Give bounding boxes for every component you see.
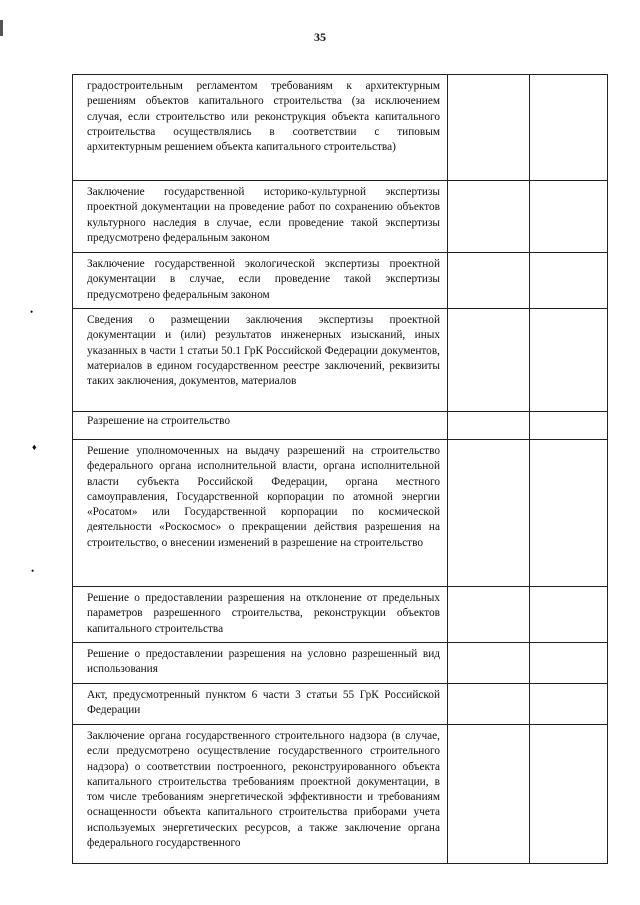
table-cell-empty <box>448 725 530 864</box>
table-row <box>73 725 608 864</box>
table-row <box>73 253 608 309</box>
margin-mark: ♦ <box>32 442 37 452</box>
row-text: Заключение органа государственного строительного надзора (в случае, если предусмотрено осуществление государственного строительного надзора) о соответствии построенного, реконструированного объекта капитального строительства требованиям проектной документации, в том числе требованиям энергетической эффективности и требованиям оснащенности объекта капитального строительства приборами учета используемых энергетических ресурсов, а также заключение органа федерального государственного <box>87 730 440 850</box>
table-row <box>73 412 608 440</box>
table-cell-text <box>73 725 448 864</box>
table-cell-text <box>73 587 448 643</box>
table-cell-text <box>73 253 448 309</box>
table-cell-empty <box>530 253 608 309</box>
table-cell-text <box>73 684 448 725</box>
table-cell-empty <box>530 684 608 725</box>
row-text: Решение о предоставлении разрешения на условно разрешенный вид использования <box>87 648 440 676</box>
row-text: градостроительным регламентом требованиям к архитектурным решениям объектов капитального строительства (за исключением случая, если строительство или реконструкция объекта капитального строительства осуществлялись в соответствии с типовым архитектурным решением объекта капитального строительства) <box>87 80 440 154</box>
table-cell-empty <box>530 643 608 684</box>
table-row <box>73 440 608 587</box>
table-cell-empty <box>530 440 608 587</box>
table-cell-text <box>73 309 448 412</box>
table-cell-empty <box>530 412 608 440</box>
table-cell-empty <box>448 253 530 309</box>
document-table <box>72 74 608 864</box>
table-cell-text <box>73 181 448 253</box>
table-row <box>73 684 608 725</box>
table-cell-empty <box>448 643 530 684</box>
row-text: Решение о предоставлении разрешения на отклонение от предельных параметров разрешенного строительства, реконструкции объектов капитального строительства <box>87 592 440 635</box>
table-cell-text <box>73 440 448 587</box>
margin-mark: • <box>31 566 35 576</box>
table-cell-empty <box>448 587 530 643</box>
row-text: Заключение государственной экологической экспертизы проектной документации в случае, если проведение такой экспертизы предусмотрено федеральным законом <box>87 258 440 301</box>
table-row <box>73 587 608 643</box>
row-text: Заключение государственной историко-культурной экспертизы проектной документации на проведение работ по сохранению объектов культурного наследия в случае, если проведение такой экспертизы предусмотрено федеральным законом <box>87 186 440 244</box>
table-row <box>73 643 608 684</box>
table-cell-text <box>73 75 448 181</box>
table-cell-empty <box>530 75 608 181</box>
table-cell-empty <box>448 440 530 587</box>
table-row <box>73 309 608 412</box>
row-text: Сведения о размещении заключения экспертизы проектной документации и (или) результатов инженерных изысканий, иных указанных в части 1 статьи 50.1 ГрК Российской Федерации документов, материалов в едином государственном реестре заключений, реквизиты таких заключения, документов, материалов <box>87 314 440 388</box>
table-cell-empty <box>448 181 530 253</box>
table-cell-empty <box>448 309 530 412</box>
table-cell-empty <box>530 587 608 643</box>
table-cell-text <box>73 643 448 684</box>
table-cell-empty <box>448 684 530 725</box>
table-cell-empty <box>448 412 530 440</box>
table-cell-empty <box>530 181 608 253</box>
table-cell-empty <box>530 725 608 864</box>
table-cell-empty <box>448 75 530 181</box>
row-text: Разрешение на строительство <box>87 415 230 427</box>
table-row <box>73 181 608 253</box>
row-text: Решение уполномоченных на выдачу разрешений на строительство федерального органа исполнительной власти, органа исполнительной власти субъекта Российской Федерации, органа местного самоуправления, Государственной корпорации по атомной энергии «Росатом» или Государственной корпорации по космической деятельности «Роскосмос» о прекращении действия разрешения на строительство, о внесении изменений в разрешение на строительство <box>87 445 440 549</box>
table-row <box>73 75 608 181</box>
row-text: Акт, предусмотренный пунктом 6 части 3 статьи 55 ГрК Российской Федерации <box>87 689 440 717</box>
page-number: 35 <box>314 30 326 44</box>
table-cell-empty <box>530 309 608 412</box>
table-cell-text <box>73 412 448 440</box>
margin-mark: • <box>30 307 34 317</box>
